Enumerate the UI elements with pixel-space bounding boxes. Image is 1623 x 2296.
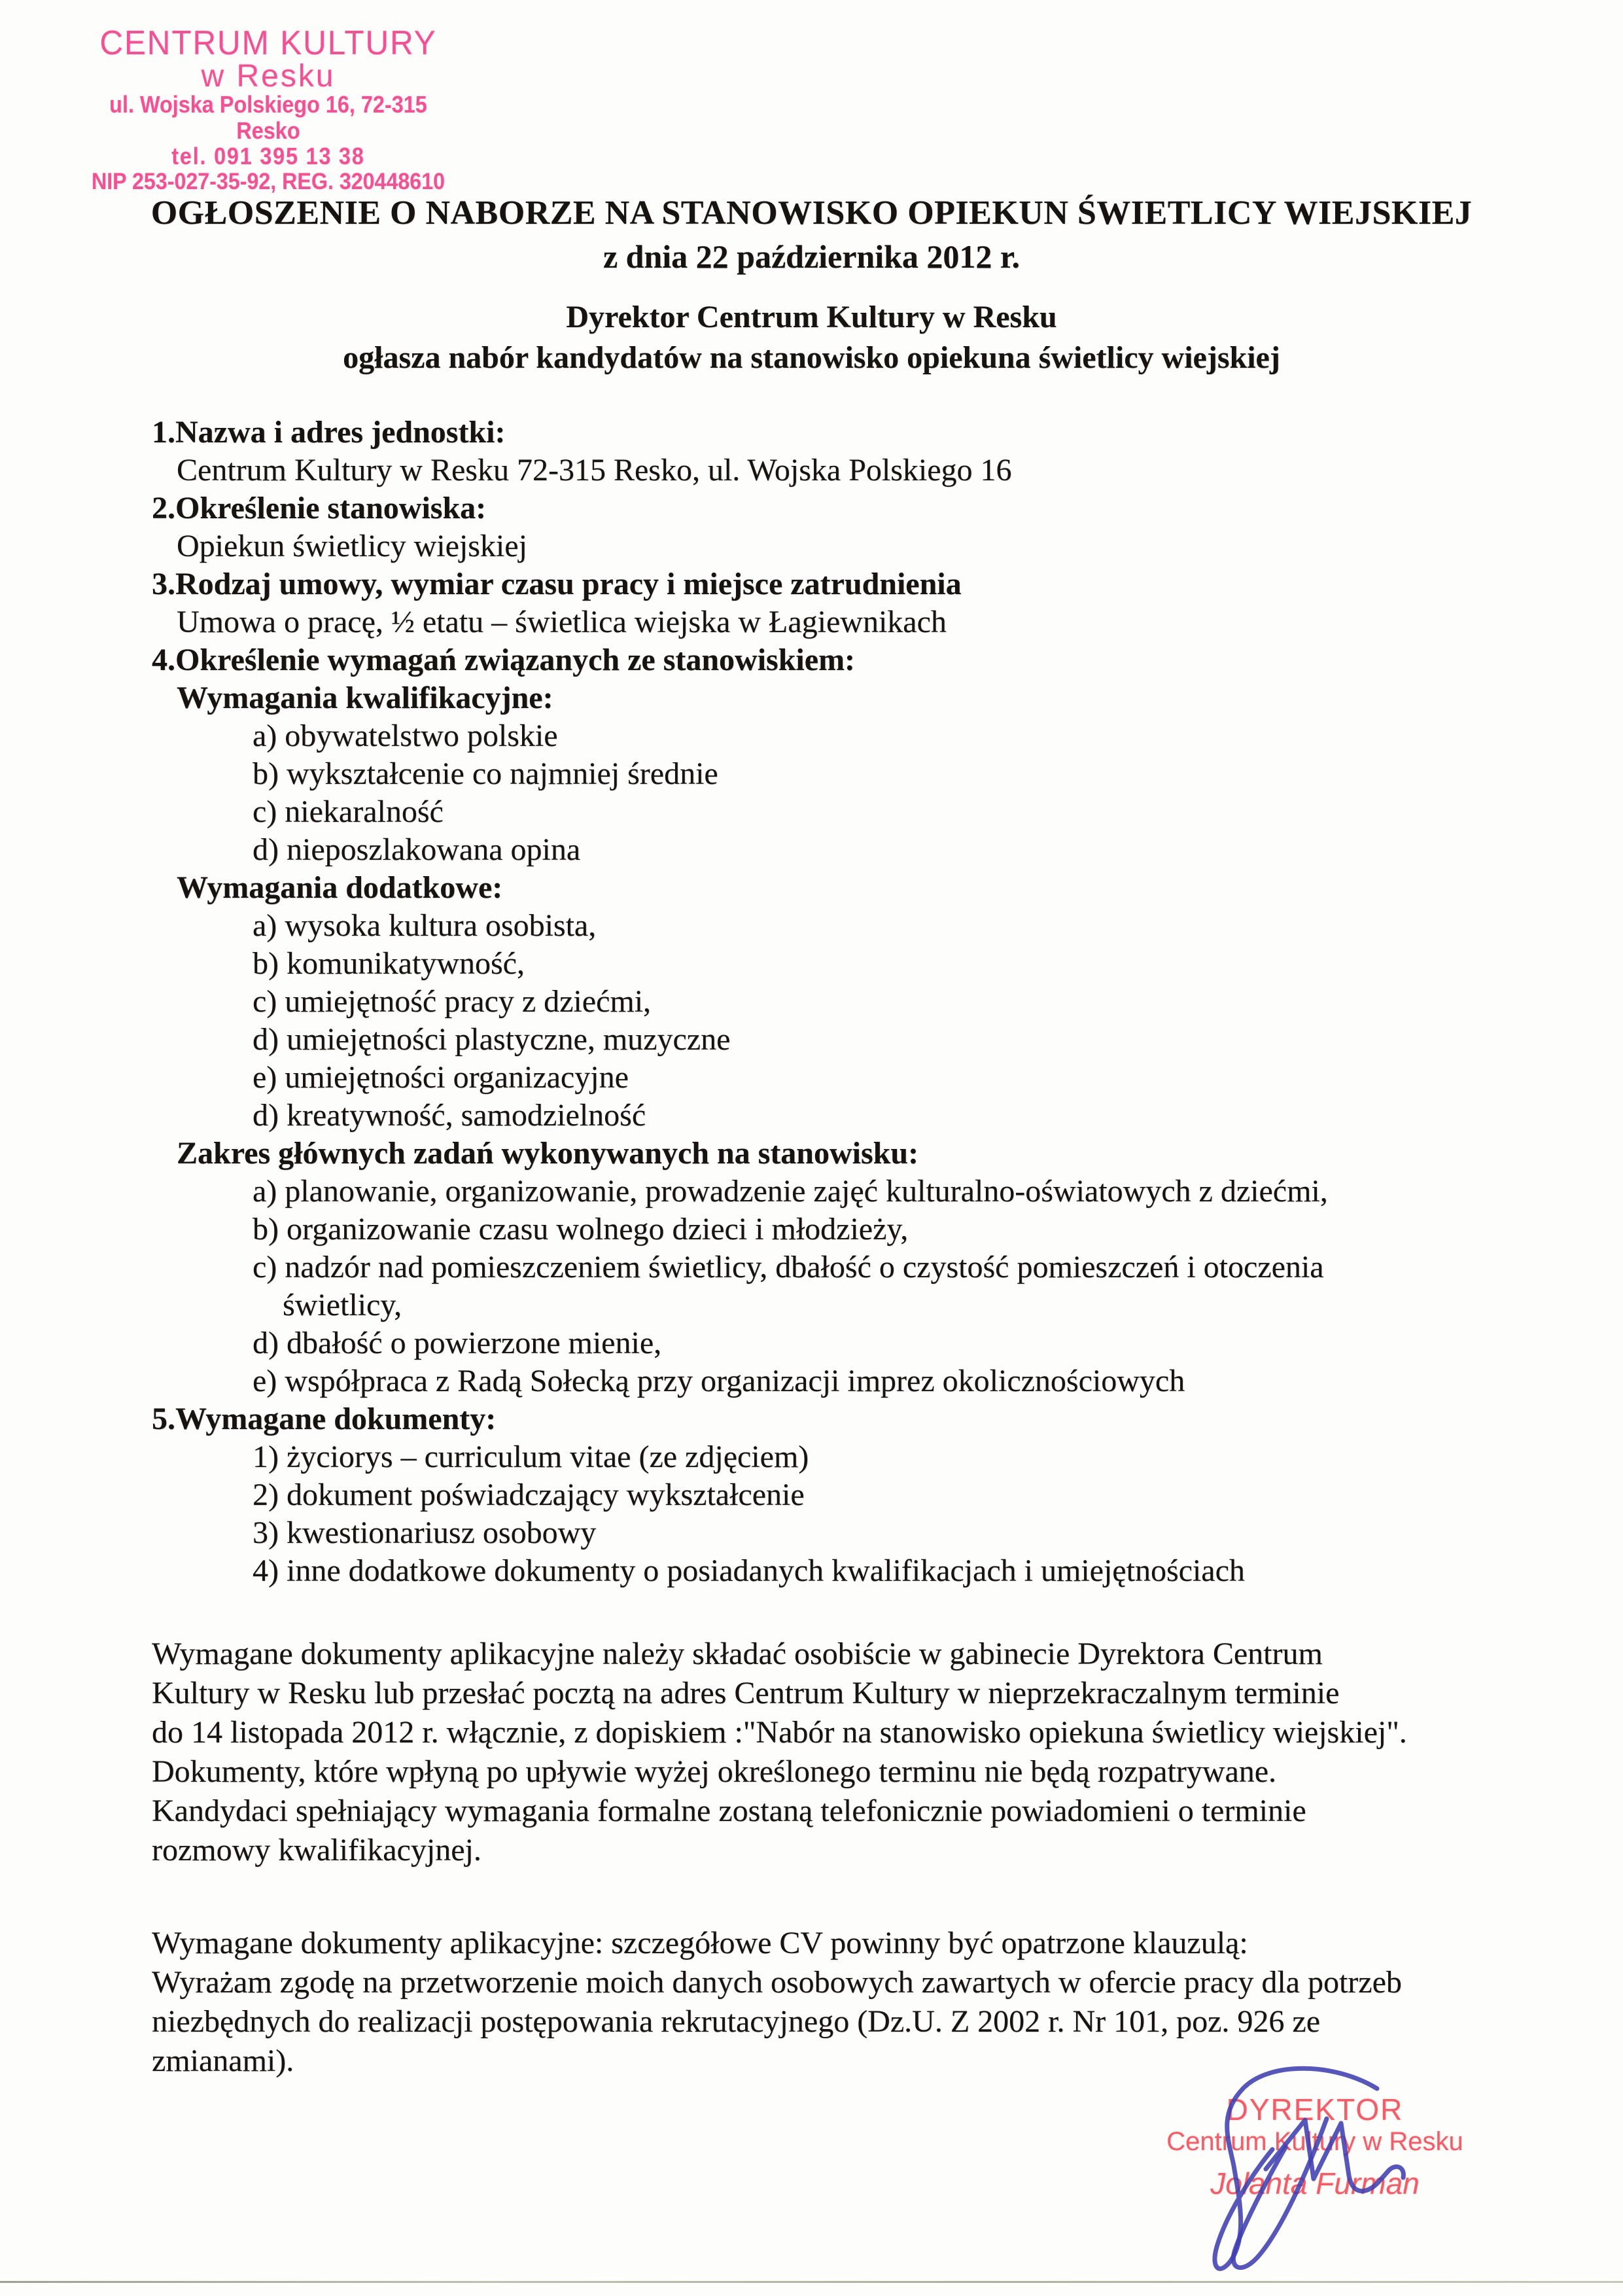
document-line: Zakres głównych zadań wykonywanych na stanowisku: — [177, 1136, 919, 1171]
document-line: a) obywatelstwo polskie — [253, 718, 558, 753]
document-line: b) komunikatywność, — [253, 946, 525, 981]
document-body-list — [0, 414, 1623, 1590]
paragraph-line: Kandydaci spełniający wymagania formalne zostaną telefonicznie powiadomieni o terminie — [152, 1793, 1306, 1828]
paragraph-line: Kultury w Resku lub przesłać pocztą na adres Centrum Kultury w nieprzekraczalnym terminie — [152, 1676, 1340, 1710]
document-line: e) współpraca z Radą Sołecką przy organizacji imprez okolicznościowych — [253, 1364, 1185, 1398]
document-line: 3.Rodzaj umowy, wymiar czasu pracy i miejsce zatrudnienia — [152, 567, 962, 601]
paragraph-line: Dokumenty, które wpłyną po upływie wyżej określonego terminu nie będą rozpatrywane. — [152, 1754, 1277, 1789]
paragraph-line: do 14 listopada 2012 r. włącznie, z dopiskiem :"Nabór na stanowisko opiekuna świetlicy wiejskiej". — [152, 1715, 1407, 1750]
document-line: d) umiejętności plastyczne, muzyczne — [253, 1022, 731, 1057]
document-line: d) dbałość o powierzone mienie, — [253, 1326, 662, 1360]
document-line: Wymagania kwalifikacyjne: — [177, 680, 553, 715]
document-line: a) planowanie, organizowanie, prowadzenie zajęć kulturalno-oświatowych z dziećmi, — [253, 1174, 1328, 1209]
document-line: 1) życiorys – curriculum vitae (ze zdjęciem) — [253, 1439, 809, 1474]
subtitle-line: Dyrektor Centrum Kultury w Resku — [566, 300, 1057, 334]
director-name: Jolanta Furman — [1210, 2166, 1420, 2200]
document-line: 1.Nazwa i adres jednostki: — [152, 415, 506, 450]
subtitle-line: ogłasza nabór kandydatów na stanowisko opiekuna świetlicy wiejskiej — [343, 340, 1280, 375]
document-line: b) wykształcenie co najmniej średnie — [253, 756, 718, 791]
paragraph-line: Wymagane dokumenty aplikacyjne należy składać osobiście w gabinecie Dyrektora Centrum — [152, 1636, 1323, 1671]
document-line: b) organizowanie czasu wolnego dzieci i młodzieży, — [253, 1212, 909, 1246]
document-line: Opiekun świetlicy wiejskiej — [177, 529, 527, 563]
document-line: świetlicy, — [283, 1288, 402, 1322]
stamp-org-phone: tel. 091 395 13 38 — [171, 143, 365, 169]
stamp-org-address: ul. Wojska Polskiego 16, 72-315 Resko — [109, 91, 427, 144]
stamp-org-city: w Resku — [201, 59, 336, 94]
document-line: d) kreatywność, samodzielność — [253, 1098, 646, 1133]
document-line: 2.Określenie stanowiska: — [152, 491, 487, 525]
paragraph-line: rozmowy kwalifikacyjnej. — [152, 1833, 481, 1867]
director-title: DYREKTOR — [1226, 2093, 1404, 2127]
signature-stroke — [1266, 2120, 1403, 2191]
document-line: Umowa o pracę, ½ etatu – świetlica wiejska w Łagiewnikach — [177, 605, 947, 639]
organization-stamp — [62, 25, 474, 195]
stamp-org-nip-reg: NIP 253-027-35-92, REG. 320448610 — [91, 169, 445, 194]
title-date-line: z dnia 22 października 2012 r. — [602, 238, 1021, 275]
document-line: c) umiejętność pracy z dziećmi, — [253, 984, 652, 1019]
paragraph-line: Wymagane dokumenty aplikacyjne: szczegółowe CV powinny być opatrzone klauzulą: — [152, 1926, 1248, 1960]
paragraph-submission-info — [0, 1634, 1623, 1870]
document-line: Wymagania dodatkowe: — [177, 870, 503, 905]
scan-edge-artifact — [0, 2281, 1623, 2283]
director-org: Centrum Kultury w Resku — [1166, 2127, 1463, 2156]
paragraph-line: Wyrażam zgodę na przetworzenie moich danych osobowych zawartych w ofercie pracy dla potrzeb — [152, 1965, 1402, 2000]
document-line: 4) inne dodatkowe dokumenty o posiadanych kwalifikacjach i umiejętnościach — [253, 1553, 1245, 1588]
signature-ink — [1145, 2041, 1439, 2284]
document-line: c) niekaralność — [253, 794, 444, 829]
document-line: d) nieposzlakowana opina — [253, 832, 581, 867]
document-line: c) nadzór nad pomieszczeniem świetlicy, dbałość o czystość pomieszczeń i otoczenia — [253, 1250, 1324, 1284]
document-line: Centrum Kultury w Resku 72-315 Resko, ul. Wojska Polskiego 16 — [177, 453, 1012, 487]
document-line: e) umiejętności organizacyjne — [253, 1060, 629, 1095]
document-line: 3) kwestionariusz osobowy — [253, 1515, 597, 1550]
document-line: 5.Wymagane dokumenty: — [152, 1402, 497, 1436]
document-line: 2) dokument poświadczający wykształcenie — [253, 1477, 805, 1512]
title-line: OGŁOSZENIE O NABORZE NA STANOWISKO OPIEKUN ŚWIETLICY WIEJSKIEJ — [150, 194, 1473, 232]
signature-stroke — [1233, 2119, 1327, 2268]
document-subtitle — [0, 298, 1623, 378]
stamp-org-name: CENTRUM KULTURY — [99, 24, 437, 62]
document-line: 4.Określenie wymagań związanych ze stanowiskiem: — [152, 643, 856, 677]
document-line: a) wysoka kultura osobista, — [253, 908, 597, 943]
paragraph-line: niezbędnych do realizacji postępowania rekrutacyjnego (Dz.U. Z 2002 r. Nr 101, poz. 926 ze — [152, 2004, 1321, 2039]
paragraph-line: zmianami). — [152, 2043, 294, 2078]
document-title — [0, 193, 1623, 277]
